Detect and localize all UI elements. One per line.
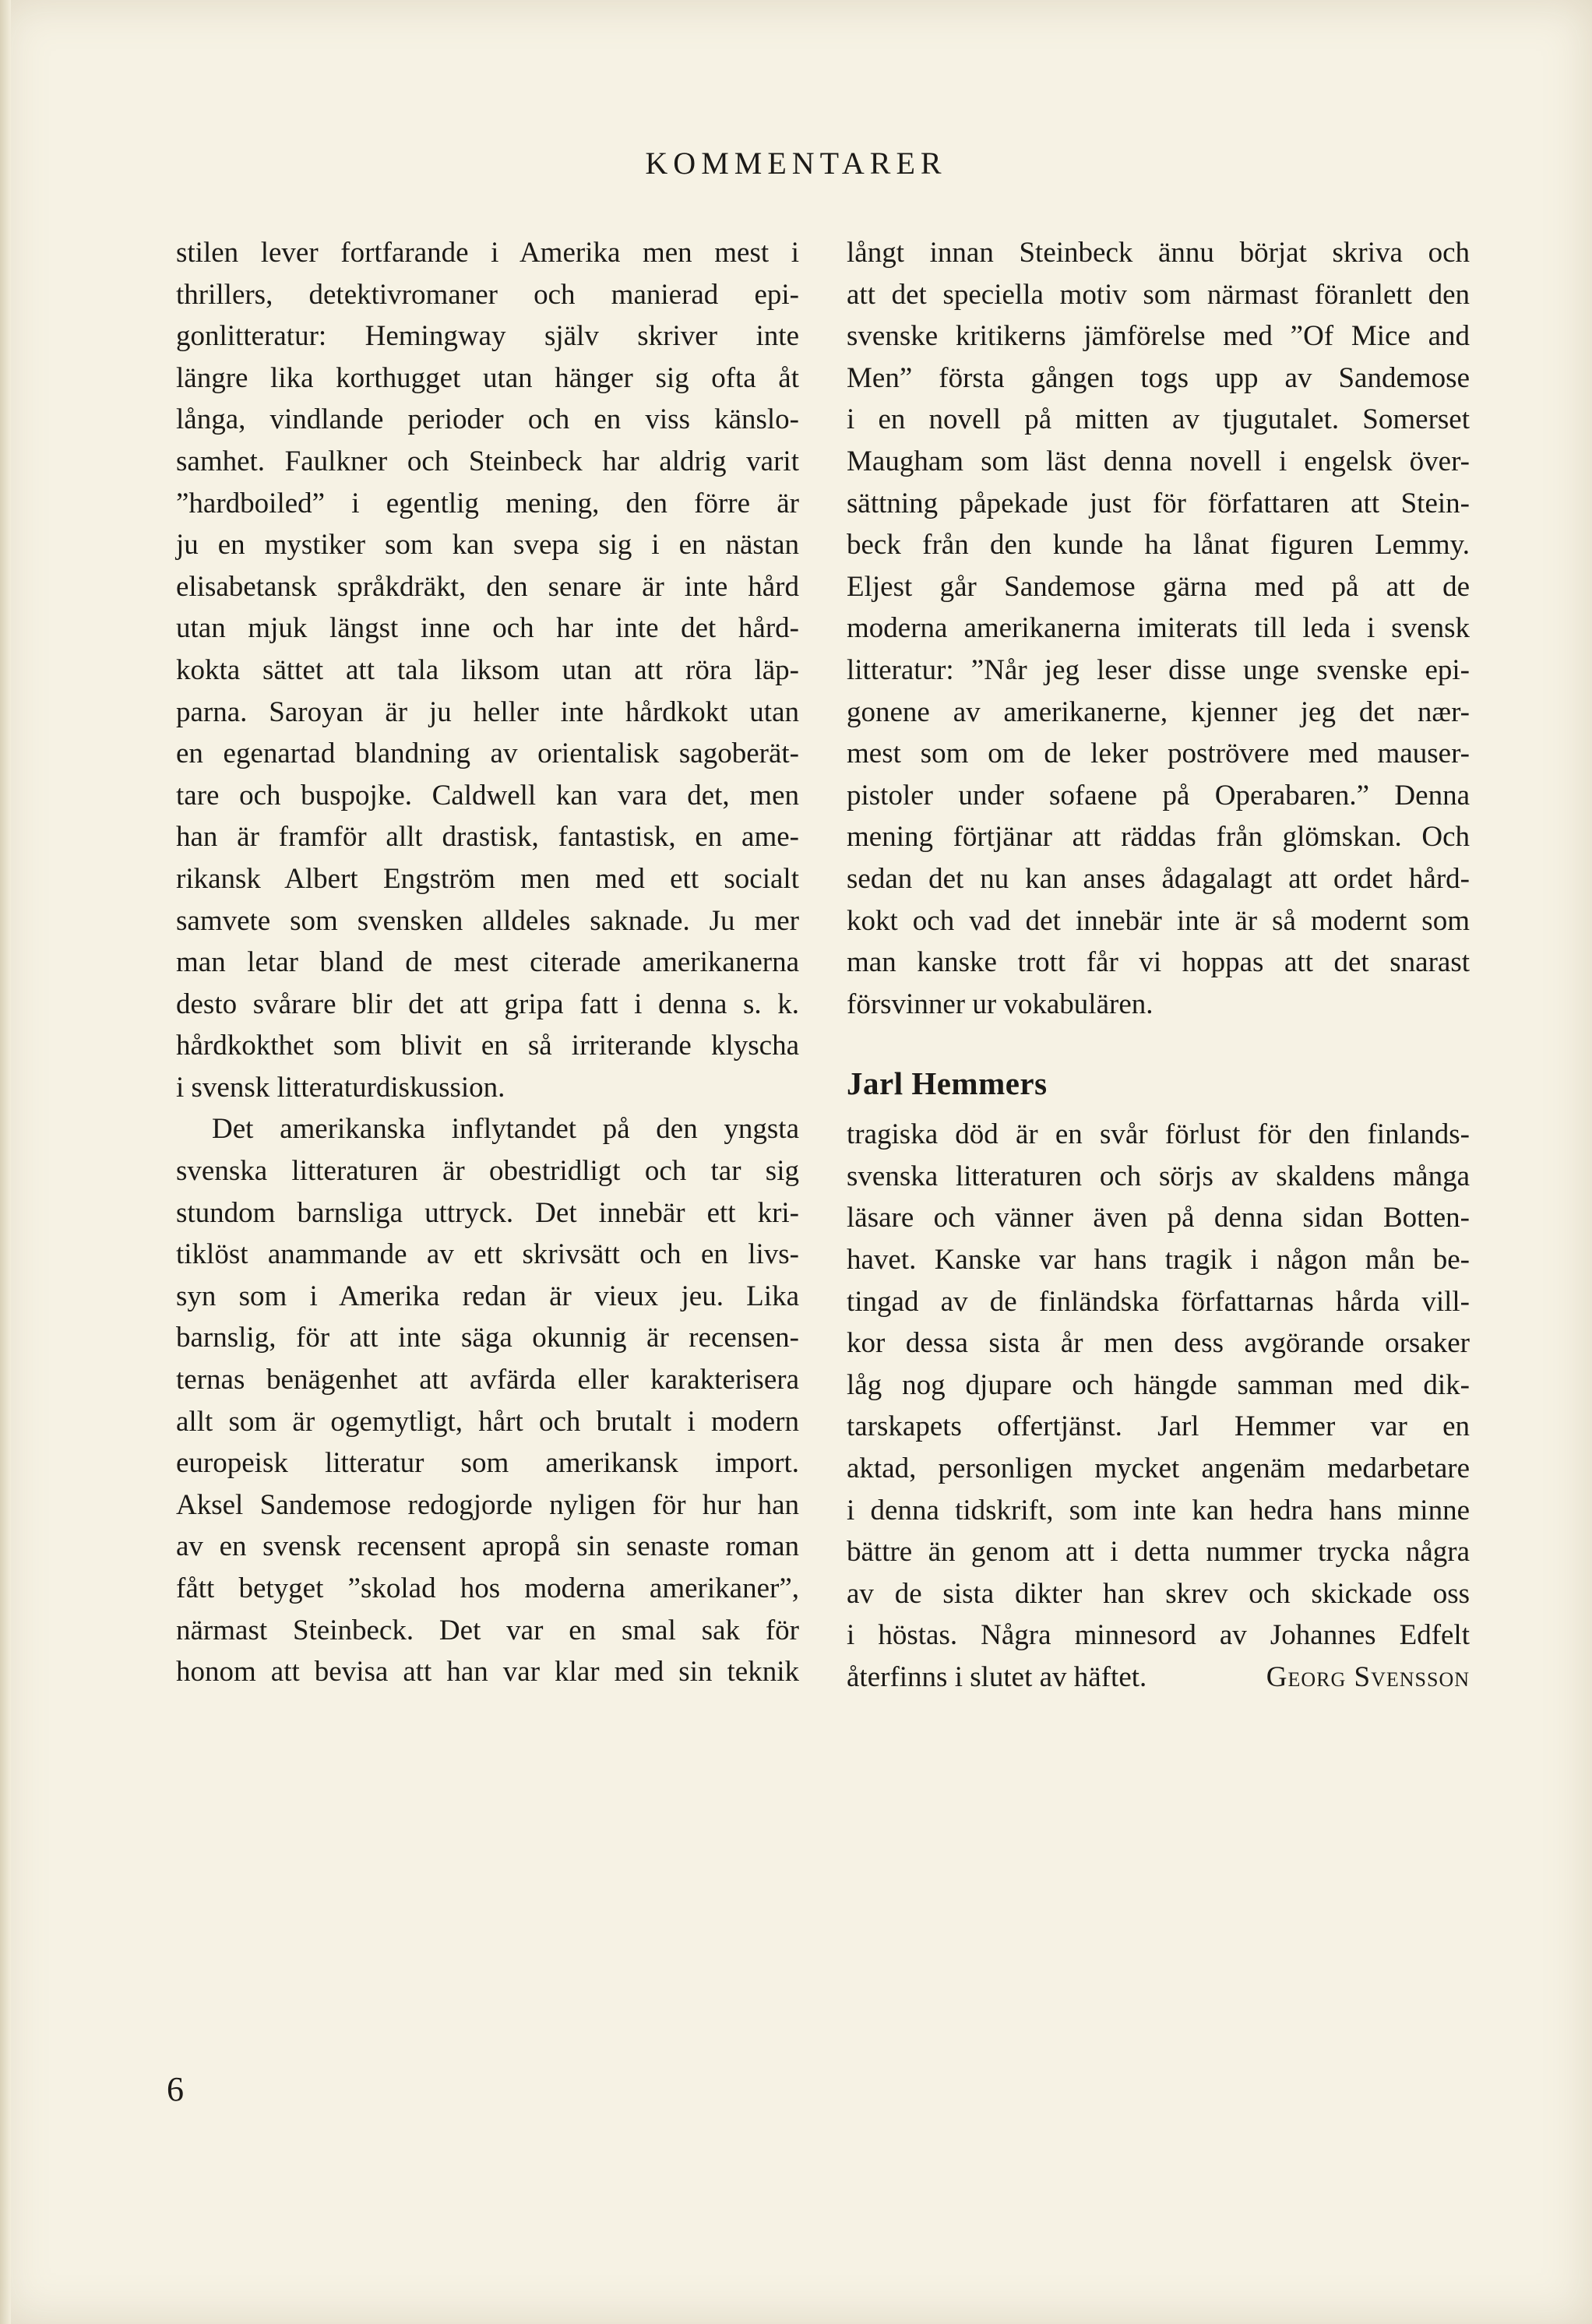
text-line: försvinner ur vokabulären. [847, 988, 1153, 1020]
text-line: tingad av de finländska författarnas hårda vill- [847, 1285, 1470, 1318]
text-line: kokt och vad det innebär inte är så modernt som [847, 904, 1470, 937]
text-line: av de sista dikter han skrev och skickade oss [847, 1577, 1470, 1610]
text-line: beck från den kunde ha lånat figuren Lemmy. [847, 529, 1470, 562]
text-line: Aksel Sandemose redogjorde nyligen för hur han [176, 1488, 799, 1521]
running-head: KOMMENTARER [645, 146, 947, 181]
right-column [847, 232, 1470, 1699]
text-line: allt som är ogemytligt, hårt och brutalt i modern [176, 1405, 799, 1438]
text-line: samvete som svensken alldeles saknade. Ju mer [176, 904, 799, 937]
text-line: moderna amerikanerna imiterats till leda i svensk [847, 612, 1470, 645]
text-line: tarskapets offertjänst. Jarl Hemmer var en [847, 1410, 1470, 1443]
text-line: läsare och vänner även på denna sidan Botten- [847, 1202, 1470, 1234]
text-line: svenska litteraturen är obestridligt och tar sig [176, 1155, 799, 1188]
text-line: i denna tidskrift, som inte kan hedra hans minne [847, 1494, 1470, 1526]
text-line: gonlitteratur: Hemingway själv skriver inte [176, 320, 799, 353]
text-line: utan mjuk längst inne och har inte det hård- [176, 612, 799, 645]
text-line: svenske kritikerns jämförelse med ”Of Mice and [847, 320, 1470, 353]
text-line: stilen lever fortfarande i Amerika men mest i [176, 237, 799, 269]
text-line: elisabetansk språkdräkt, den senare är inte hård [176, 570, 799, 603]
text-line: syn som i Amerika redan är vieux jeu. Lika [176, 1280, 799, 1312]
text-line: långt innan Steinbeck ännu börjat skriva och [847, 237, 1470, 269]
text-line: långa, vindlande perioder och en viss känslo- [176, 403, 799, 436]
section-heading: Jarl Hemmers [847, 1065, 1048, 1102]
text-line: av en svensk recensent apropå sin senaste roman [176, 1530, 799, 1563]
final-text: återfinns i slutet av häftet. [847, 1661, 1147, 1693]
text-line: låg nog djupare och hängde samman med dik- [847, 1368, 1470, 1401]
signed-line [847, 1657, 1470, 1699]
text-line: han är framför allt drastisk, fantastisk, en ame- [176, 821, 799, 854]
text-line: i höstas. Några minnesord av Johannes Edfelt [847, 1619, 1470, 1652]
text-line: Eljest går Sandemose gärna med på att de [847, 570, 1470, 603]
text-line: barnslig, för att inte säga okunnig är recensen- [176, 1322, 799, 1354]
text-line: tiklöst anammande av ett skrivsätt och en livs- [176, 1238, 799, 1271]
text-line: man letar bland de mest citerade amerikanerna [176, 946, 799, 979]
text-line: stundom barnsliga uttryck. Det innebär ett kri- [176, 1196, 799, 1229]
text-line: längre lika korthugget utan hänger sig ofta åt [176, 361, 799, 394]
text-line: havet. Kanske var hans tragik i någon mån be- [847, 1244, 1470, 1276]
text-line: en egenartad blandning av orientalisk sagoberät- [176, 738, 799, 770]
signature: Georg Svensson [1266, 1661, 1470, 1693]
text-line: närmast Steinbeck. Det var en smal sak för [176, 1614, 799, 1646]
text-line: hårdkokthet som blivit en så irriterande klyscha [176, 1030, 799, 1062]
text-line: Maugham som läst denna novell i engelsk över- [847, 445, 1470, 477]
text-line: pistoler under sofaene på Operabaren.” Denna [847, 779, 1470, 812]
text-line: tare och buspojke. Caldwell kan vara det, men [176, 779, 799, 812]
text-line: mening förtjänar att räddas från glömskan. Och [847, 821, 1470, 854]
text-line: att det speciella motiv som närmast föranlett den [847, 278, 1470, 311]
text-line: Men” första gången togs upp av Sandemose [847, 361, 1470, 394]
text-line: aktad, personligen mycket angenäm medarbetare [847, 1452, 1470, 1485]
text-line: samhet. Faulkner och Steinbeck har aldrig varit [176, 445, 799, 477]
text-line: i en novell på mitten av tjugutalet. Somerset [847, 403, 1470, 436]
text-line: parna. Saroyan är ju heller inte hårdkokt utan [176, 695, 799, 728]
text-line: tragiska död är en svår förlust för den finlands- [847, 1118, 1470, 1151]
text-line: sedan det nu kan anses ådagalagt att ordet hård- [847, 862, 1470, 895]
text-line: ternas benägenhet att avfärda eller karakterisera [176, 1364, 799, 1396]
text-line: desto svårare blir det att gripa fatt i denna s. k. [176, 988, 799, 1020]
text-line: mest som om de leker poströvere med mauser- [847, 738, 1470, 770]
text-line: thrillers, detektivromaner och manierad epi- [176, 278, 799, 311]
text-line: litteratur: ”Når jeg leser disse unge svenske epi- [847, 653, 1470, 686]
text-line: ”hardboiled” i egentlig mening, den förre är [176, 487, 799, 519]
text-line: fått betyget ”skolad hos moderna amerikaner”, [176, 1572, 799, 1604]
text-line: bättre än genom att i detta nummer trycka några [847, 1536, 1470, 1569]
text-line: Det amerikanska inflytandet på den yngsta [212, 1113, 799, 1146]
text-line: kor dessa sista år men dess avgörande orsaker [847, 1327, 1470, 1360]
text-line: svenska litteraturen och sörjs av skaldens många [847, 1160, 1470, 1192]
text-line: sättning påpekade just för författaren att Stein- [847, 487, 1470, 519]
text-line: europeisk litteratur som amerikansk import. [176, 1447, 799, 1480]
text-line: rikansk Albert Engström men med ett socialt [176, 862, 799, 895]
page-number: 6 [167, 2070, 184, 2108]
text-line: ju en mystiker som kan svepa sig i en nästan [176, 529, 799, 562]
text-line: i svensk litteraturdiskussion. [176, 1071, 505, 1104]
text-line: kokta sättet att tala liksom utan att röra läp- [176, 653, 799, 686]
text-line: gonene av amerikanerne, kjenner jeg det nær- [847, 695, 1470, 728]
page-edge [0, 0, 11, 2324]
left-column [176, 232, 799, 1693]
text-line: man kanske trott får vi hoppas att det snarast [847, 946, 1470, 979]
text-line: honom att bevisa att han var klar med sin teknik [176, 1656, 799, 1688]
